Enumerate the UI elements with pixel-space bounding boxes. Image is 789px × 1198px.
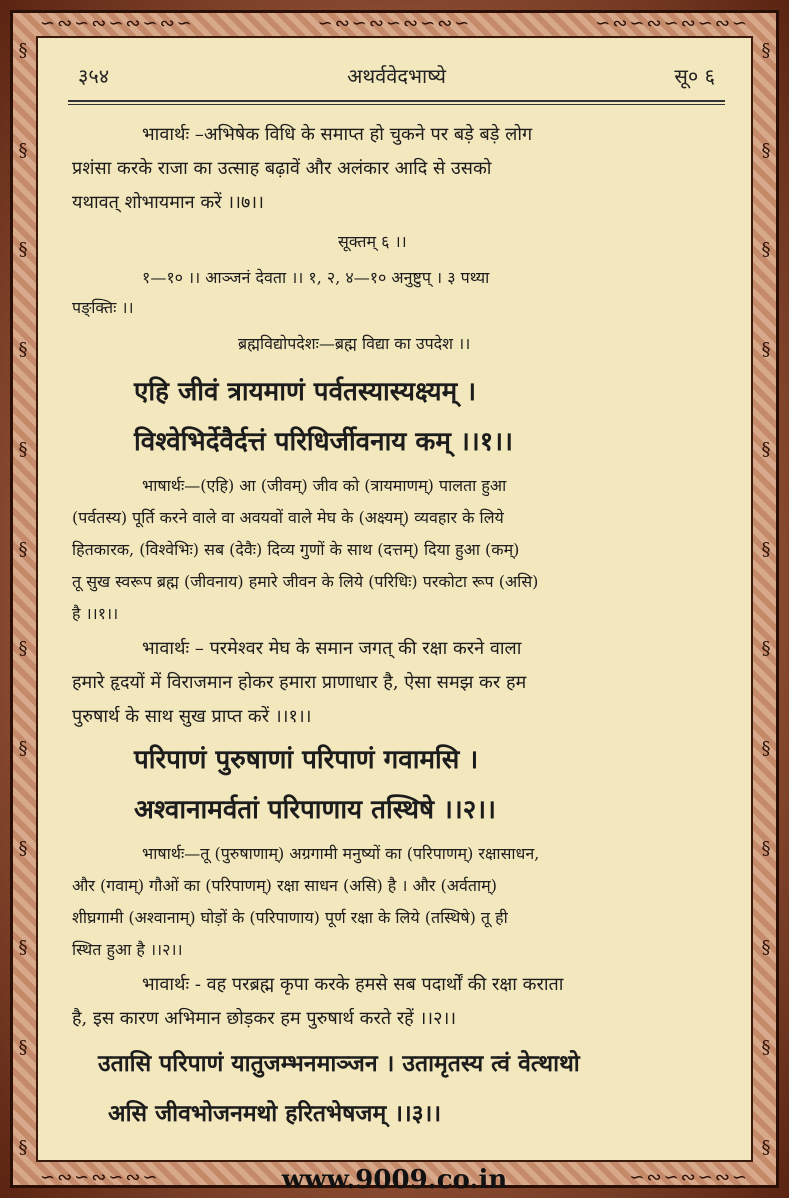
mantra-line: परिपाणं पुरुषाणां परिपाणं गवामसि । xyxy=(134,745,479,775)
text-line: भावार्थः – परमेश्वर मेघ के समान जगत् की रक्षा करने वाला xyxy=(142,638,522,659)
right-ornament: § § § § § § § § § § § § xyxy=(761,40,771,1158)
mantra-line: एहि जीवं त्रायमाणं पर्वतस्यास्यक्ष्यम् । xyxy=(134,377,477,407)
mantra-line: असि जीवभोजनमथो हरितभेषजम् ।।३।। xyxy=(108,1100,442,1127)
text-line: तू सुख स्वरूप ब्रह्म (जीवनाय) हमारे जीवन के लिये (परिधिः) परकोटा रूप (असि) xyxy=(72,572,539,591)
top-ornament: ∽∾∽∾∽∾∽∾∽ ∽∾∽∾∽∾∽∾∽ ∽∾∽∾∽∾∽∾∽ xyxy=(40,12,749,34)
mantra-line: विश्वेभिर्देवैर्दत्तं परिधिर्जीवनाय कम् ।।१।। xyxy=(134,427,513,457)
book-page xyxy=(36,36,753,1162)
page-header xyxy=(78,62,715,92)
text-line: प्रशंसा करके राजा का उत्साह बढ़ावें और अलंकार आदि से उसको xyxy=(72,158,492,179)
bottom-ornament: ∽∾∽∾∽∾∽ ∽∾∽∾∽∾∽ xyxy=(40,1166,749,1188)
text-line: पङ्क्तिः ।। xyxy=(72,298,134,317)
text-line: भाषार्थः—(एहि) आ (जीवम्) जीव को (त्रायमाणम्) पालता हुआ xyxy=(142,476,507,495)
mantra-line: अश्वानामर्वतां परिपाणाय तस्थिषे ।।२।। xyxy=(134,795,496,825)
book-title: अथर्ववेदभाष्ये xyxy=(347,64,446,88)
left-ornament: § § § § § § § § § § § § xyxy=(18,40,28,1158)
topic-heading: ब्रह्मविद्योपदेशः—ब्रह्म विद्या का उपदेश ।। xyxy=(238,334,471,353)
text-line: भाषार्थः—तू (पुरुषाणाम्) अग्रगामी मनुष्यों का (परिपाणम्) रक्षासाधन, xyxy=(142,844,540,863)
header-rule xyxy=(68,100,725,102)
text-line: हितकारक, (विश्वेभिः) सब (देवैः) दिव्य गुणों के साथ (दत्तम्) दिया हुआ (कम्) xyxy=(72,540,520,559)
website-watermark[interactable]: www.9009.co.in xyxy=(281,1165,508,1195)
text-line: और (गवाम्) गौओं का (परिपाणम्) रक्षा साधन (असि) है । और (अर्वताम्) xyxy=(72,876,497,895)
text-line: है, इस कारण अभिमान छोड़कर हम पुरुषार्थ करते रहें ।।२।। xyxy=(72,1008,457,1029)
text-line: भावार्थः –अभिषेक विधि के समाप्त हो चुकने पर बड़े बड़े लोग xyxy=(142,124,533,145)
text-line: यथावत् शोभायमान करें ।।७।। xyxy=(72,192,264,213)
text-line: है ।।१।। xyxy=(72,604,119,623)
mantra-line: उतासि परिपाणं यातुजम्भनमाञ्जन । उतामृतस्य त्वं वेत्थाथो xyxy=(98,1050,580,1077)
text-line: (पर्वतस्य) पूर्ति करने वाले वा अवयवों वाले मेघ के (अक्ष्यम्) व्यवहार के लिये xyxy=(72,508,504,527)
text-line: हमारे हृदयों में विराजमान होकर हमारा प्राणाधार है, ऐसा समझ कर हम xyxy=(72,672,527,693)
text-line: १—१० ।। आञ्जनं देवता ।। १, २, ४—१० अनुष्टुप् । ३ पथ्या xyxy=(142,268,490,287)
text-line: पुरुषार्थ के साथ सुख प्राप्त करें ।।१।। xyxy=(72,706,312,727)
header-rule-thin xyxy=(68,104,725,105)
sukta-heading: सूक्तम् ६ ।। xyxy=(338,232,407,251)
page-number: ३५४ xyxy=(78,64,110,88)
sukta-number: सू० ६ xyxy=(674,64,715,88)
text-line: भावार्थः - वह परब्रह्म कृपा करके हमसे सब पदार्थों की रक्षा कराता xyxy=(142,974,564,995)
text-line: स्थित हुआ है ।।२।। xyxy=(72,940,183,959)
text-line: शीघ्रगामी (अश्वानाम्) घोड़ों के (परिपाणाय) पूर्ण रक्षा के लिये (तस्थिषे) तू ही xyxy=(72,908,508,927)
